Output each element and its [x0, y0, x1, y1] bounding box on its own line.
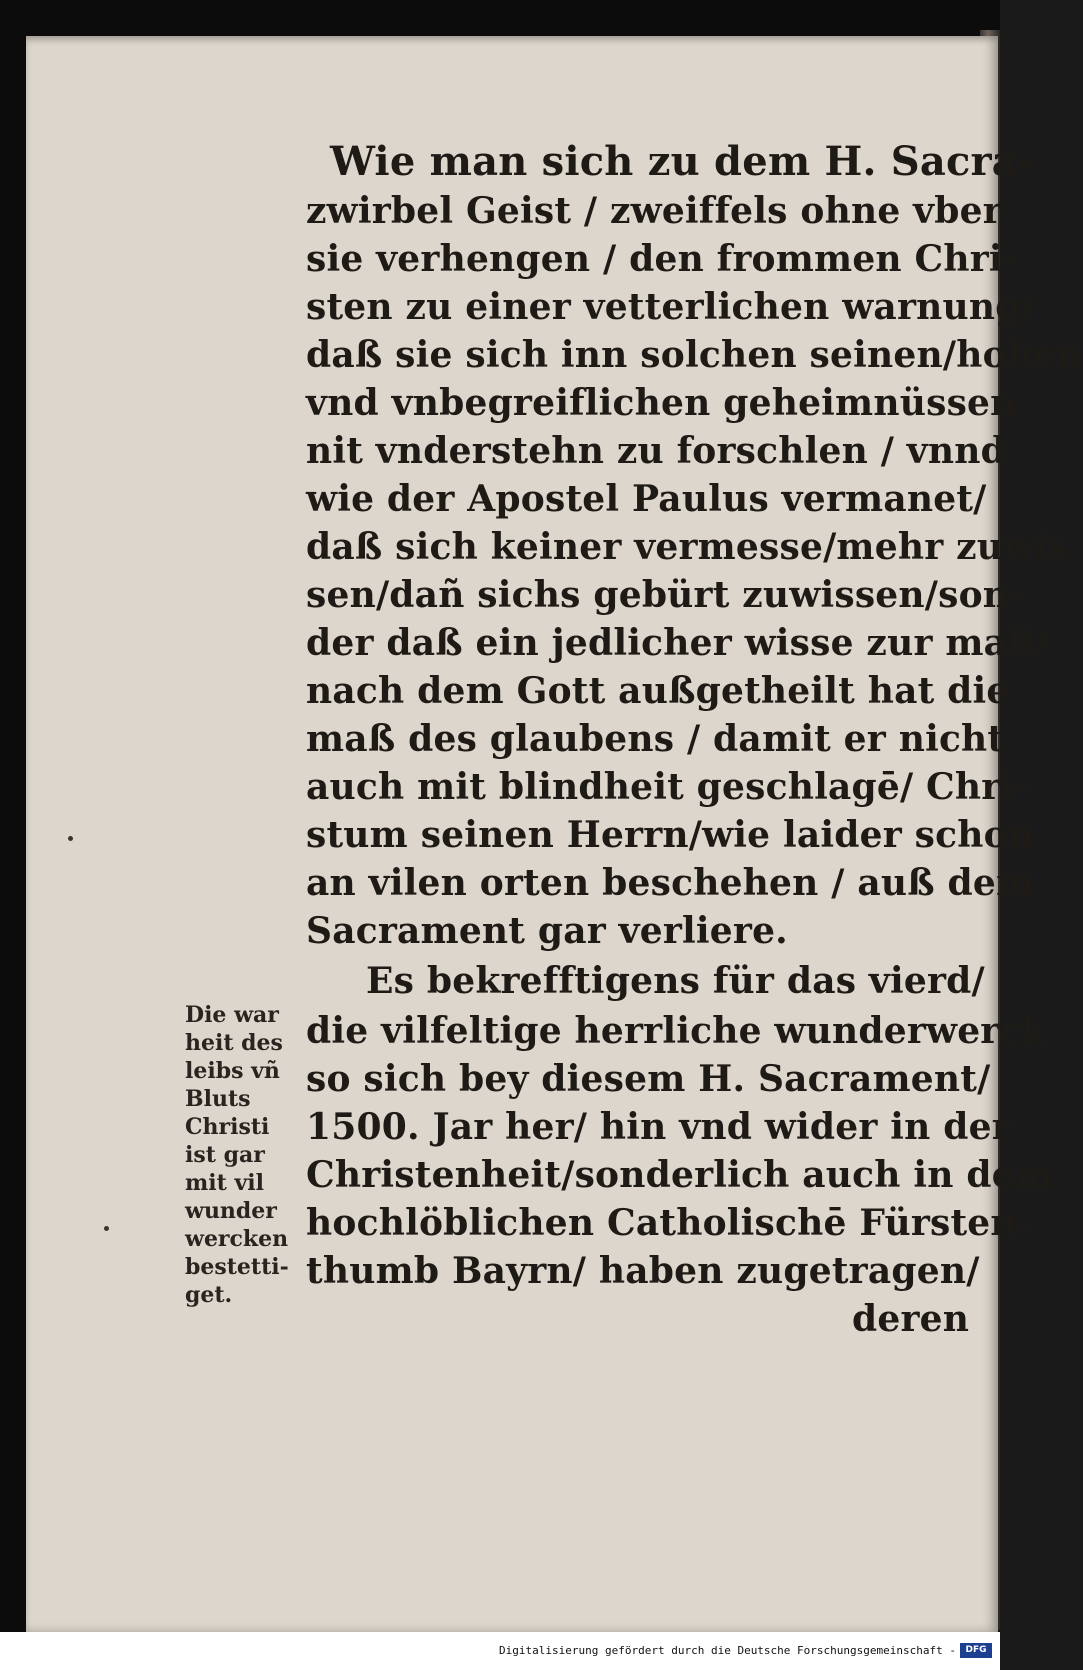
- marginal-line: wercken: [185, 1226, 289, 1252]
- marginal-line: Bluts: [185, 1086, 251, 1112]
- text-line: maß des glaubens / damit er nicht: [306, 718, 1005, 760]
- footer-bar: [0, 1632, 1000, 1670]
- marginal-line: leibs vñ: [185, 1058, 280, 1084]
- text-line: vnd vnbegreiflichen geheimnüssen: [306, 382, 1017, 424]
- ink-speck: [68, 836, 73, 841]
- marginal-line: bestetti-: [185, 1254, 289, 1280]
- marginal-line: wunder: [185, 1198, 277, 1224]
- ink-speck: [104, 1226, 109, 1231]
- running-header: Wie man sich zu dem H. Sacra-: [330, 138, 1035, 185]
- text-line: sie verhengen / den frommen Chri-: [306, 238, 1018, 280]
- text-line: thumb Bayrn/ haben zugetragen/: [306, 1250, 980, 1292]
- text-line: nach dem Gott außgetheilt hat die: [306, 670, 1010, 712]
- text-line: daß sie sich inn solchen seinen/hohen: [306, 334, 1083, 376]
- catchword: deren: [852, 1298, 970, 1340]
- text-line: daß sich keiner vermesse/mehr zuwis: [306, 526, 1069, 568]
- text-line: nit vnderstehn zu forschlen / vnnd: [306, 430, 1007, 472]
- text-line: so sich bey diesem H. Sacrament/: [306, 1058, 991, 1100]
- marginal-line: heit des: [185, 1030, 283, 1056]
- text-line: Christenheit/sonderlich auch in dem: [306, 1154, 1054, 1196]
- text-line: wie der Apostel Paulus vermanet/: [306, 478, 987, 520]
- text-line: zwirbel Geist / zweiffels ohne vber: [306, 190, 1002, 232]
- footer-credit: Digitalisierung gefördert durch die Deutsche Forschungsgemeinschaft -: [499, 1644, 956, 1657]
- text-line: die vilfeltige herrliche wunderwerck: [306, 1010, 1047, 1052]
- text-line: auch mit blindheit geschlagē/ Chri-: [306, 766, 1030, 808]
- marginal-line: ist gar: [185, 1142, 265, 1168]
- marginal-line: get.: [185, 1282, 233, 1308]
- text-line: sen/dañ sichs gebürt zuwissen/son-: [306, 574, 1025, 616]
- marginal-line: Die war: [185, 1002, 279, 1028]
- text-line: sten zu einer vetterlichen warnung/: [306, 286, 1034, 328]
- marginal-line: Christi: [185, 1114, 270, 1140]
- text-line: 1500. Jar her/ hin vnd wider in der: [306, 1106, 1011, 1148]
- text-line: hochlöblichen Catholischē Fürsten-: [306, 1202, 1032, 1244]
- text-line: an vilen orten beschehen / auß dem: [306, 862, 1035, 904]
- text-line: der daß ein jedlicher wisse zur maß/: [306, 622, 1049, 664]
- dfg-logo: DFG: [960, 1643, 992, 1658]
- text-line: Es bekrefftigens für das vierd/: [366, 960, 985, 1002]
- text-line: stum seinen Herrn/wie laider schon: [306, 814, 1035, 856]
- marginal-line: mit vil: [185, 1170, 264, 1196]
- text-line: Sacrament gar verliere.: [306, 910, 788, 952]
